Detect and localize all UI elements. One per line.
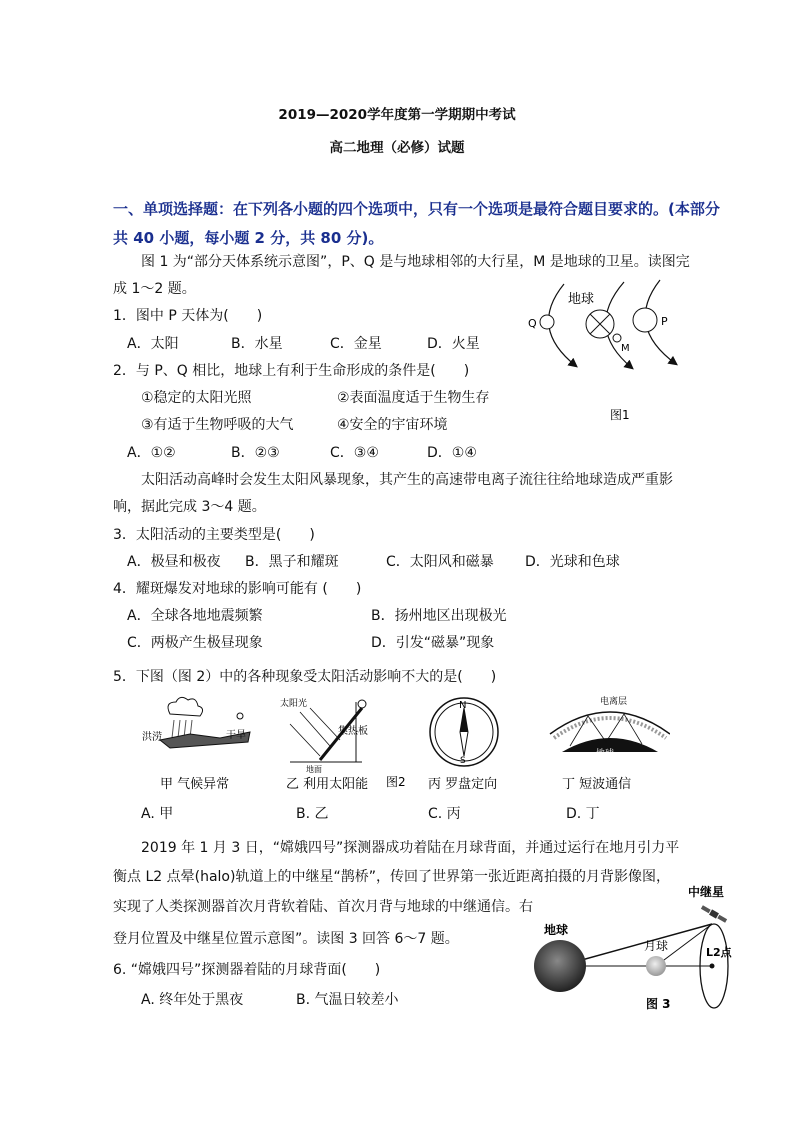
q1-option-b: B．水星: [231, 336, 283, 352]
q3-option-a: A．极昼和极夜: [127, 554, 221, 570]
fig2-caption: 图2: [386, 775, 406, 789]
q1-option-c: C．金星: [330, 336, 382, 352]
q2-option-c: C．③④: [330, 445, 379, 461]
q3-option-b: B．黑子和耀斑: [245, 554, 339, 570]
q4-option-c: C．两极产生极昼现象: [127, 635, 263, 651]
intro3-line3: 实现了人类探测器首次月背软着陆、首次月背与地球的中继通信。右: [113, 899, 533, 915]
fig2-panel-compass: [428, 698, 498, 792]
fig2-plate: 集热板: [338, 726, 368, 737]
section-heading-line2: 共 40 小题，每小题 2 分，共 80 分)。: [113, 229, 384, 247]
fig2-drought: 干旱: [226, 730, 246, 741]
fig2-panel-climate: [142, 697, 250, 792]
intro1-line1: 图 1 为“部分天体系统示意图”，P、Q 是与地球相邻的大行星，M 是地球的卫星。读图完: [141, 254, 690, 270]
section-heading-line1: 一、单项选择题：在下列各小题的四个选项中，只有一个选项是最符合题目要求的。(本部分: [113, 200, 720, 218]
intro3-line4: 登月位置及中继星位置示意图”。读图 3 回答 6～7 题。: [113, 931, 459, 947]
q6-stem: 6. “嫦娥四号”探测器着陆的月球背面( ): [113, 962, 381, 978]
fig2-ground: 地面: [306, 765, 322, 774]
planet-q: [540, 315, 554, 329]
q6-option-a: A. 终年处于黑夜: [141, 992, 244, 1008]
q4-option-d: D．引发“磁暴”现象: [371, 635, 495, 651]
q2-item-2: ②表面温度适于生物生存: [337, 390, 490, 406]
intro3-line1: 2019 年 1 月 3 日，“嫦娥四号”探测器成功着陆在月球背面，并通过运行在地月引力平: [141, 840, 680, 856]
fig3-relay-label: 中继星: [688, 885, 725, 899]
q5-option-d: D. 丁: [566, 806, 600, 822]
moon-image: [646, 956, 666, 976]
fig2-panel4-label: 丁 短波通信: [562, 777, 632, 792]
fig2-panel-solar: [280, 697, 368, 792]
q2-option-d: D．①④: [427, 445, 477, 461]
earth-image: [534, 940, 586, 992]
q1-option-a: A．太阳: [127, 336, 179, 352]
q5-option-b: B. 乙: [296, 806, 329, 822]
q4-option-b: B．扬州地区出现极光: [371, 608, 507, 624]
fig2-ionosphere: 电离层: [600, 697, 628, 707]
fig1-caption: 图1: [610, 408, 630, 422]
q5-stem: 5．下图（图 2）中的各种现象受太阳活动影响不大的是( ): [113, 669, 497, 685]
q5-option-a: A. 甲: [141, 806, 174, 822]
q5-option-c: C. 丙: [428, 806, 461, 822]
exam-title: 2019—2020学年度第一学期期中考试: [278, 107, 516, 123]
q3-stem: 3．太阳活动的主要类型是( ): [113, 527, 315, 543]
planet-p: [633, 308, 657, 332]
fig1-earth-label: 地球: [568, 292, 595, 307]
fig2-panel1-label: 甲 气候异常: [160, 777, 230, 792]
fig3-moon-label: 月球: [644, 939, 669, 953]
figure-1-celestial-system: [520, 276, 700, 426]
fig2-sunlight: 太阳光: [280, 699, 308, 709]
figure-3-earth-moon-l2: [530, 880, 770, 1015]
intro3-line2: 衡点 L2 点晕(halo)轨道上的中继星“鹊桥”，传回了世界第一张近距离拍摄的月背影像图，: [113, 869, 670, 885]
q3-option-c: C．太阳风和磁暴: [386, 554, 494, 570]
figure-2-solar-effects: [130, 694, 670, 794]
q1-option-d: D．火星: [427, 336, 480, 352]
intro2-line2: 响，据此完成 3～4 题。: [113, 499, 266, 515]
intro2-line1: 太阳活动高峰时会发生太阳风暴现象，其产生的高速带电离子流往往给地球造成严重影: [141, 472, 673, 488]
fig2-panel-shortwave: [550, 695, 670, 792]
fig1-q-label: Q: [528, 317, 537, 330]
fig2-earth: 地球: [596, 749, 615, 759]
fig1-p-label: P: [661, 315, 668, 328]
exam-subtitle: 高二地理（必修）试题: [329, 140, 465, 156]
fig3-l2-label: L2点: [706, 946, 732, 959]
q1-stem: 1．图中 P 天体为( ): [113, 308, 263, 324]
q6-option-b: B. 气温日较差小: [296, 992, 399, 1008]
moon-m: [613, 334, 621, 342]
fig3-caption: 图 3: [646, 997, 671, 1011]
fig2-panel3-label: 丙 罗盘定向: [428, 777, 498, 792]
q2-item-4: ④安全的宇宙环境: [337, 417, 448, 433]
fig2-south: S: [460, 756, 466, 766]
intro1-line2: 成 1～2 题。: [113, 281, 196, 297]
q2-option-a: A．①②: [127, 445, 176, 461]
fig2-panel2-label: 乙 利用太阳能: [286, 777, 369, 792]
fig2-flood: 洪涝: [142, 732, 162, 743]
q3-option-d: D．光球和色球: [525, 554, 620, 570]
q2-option-b: B．②③: [231, 445, 280, 461]
relay-satellite-icon: [700, 904, 727, 923]
fig3-earth-label: 地球: [544, 923, 569, 937]
q4-stem: 4．耀斑爆发对地球的影响可能有 ( ): [113, 581, 362, 597]
q2-stem: 2．与 P、Q 相比，地球上有利于生命形成的条件是( ): [113, 363, 470, 379]
q4-option-a: A．全球各地地震频繁: [127, 608, 263, 624]
fig1-m-label: M: [621, 343, 630, 354]
q2-item-3: ③有适于生物呼吸的大气: [141, 417, 294, 433]
q2-item-1: ①稳定的太阳光照: [141, 390, 252, 406]
fig2-north: N: [459, 700, 467, 711]
